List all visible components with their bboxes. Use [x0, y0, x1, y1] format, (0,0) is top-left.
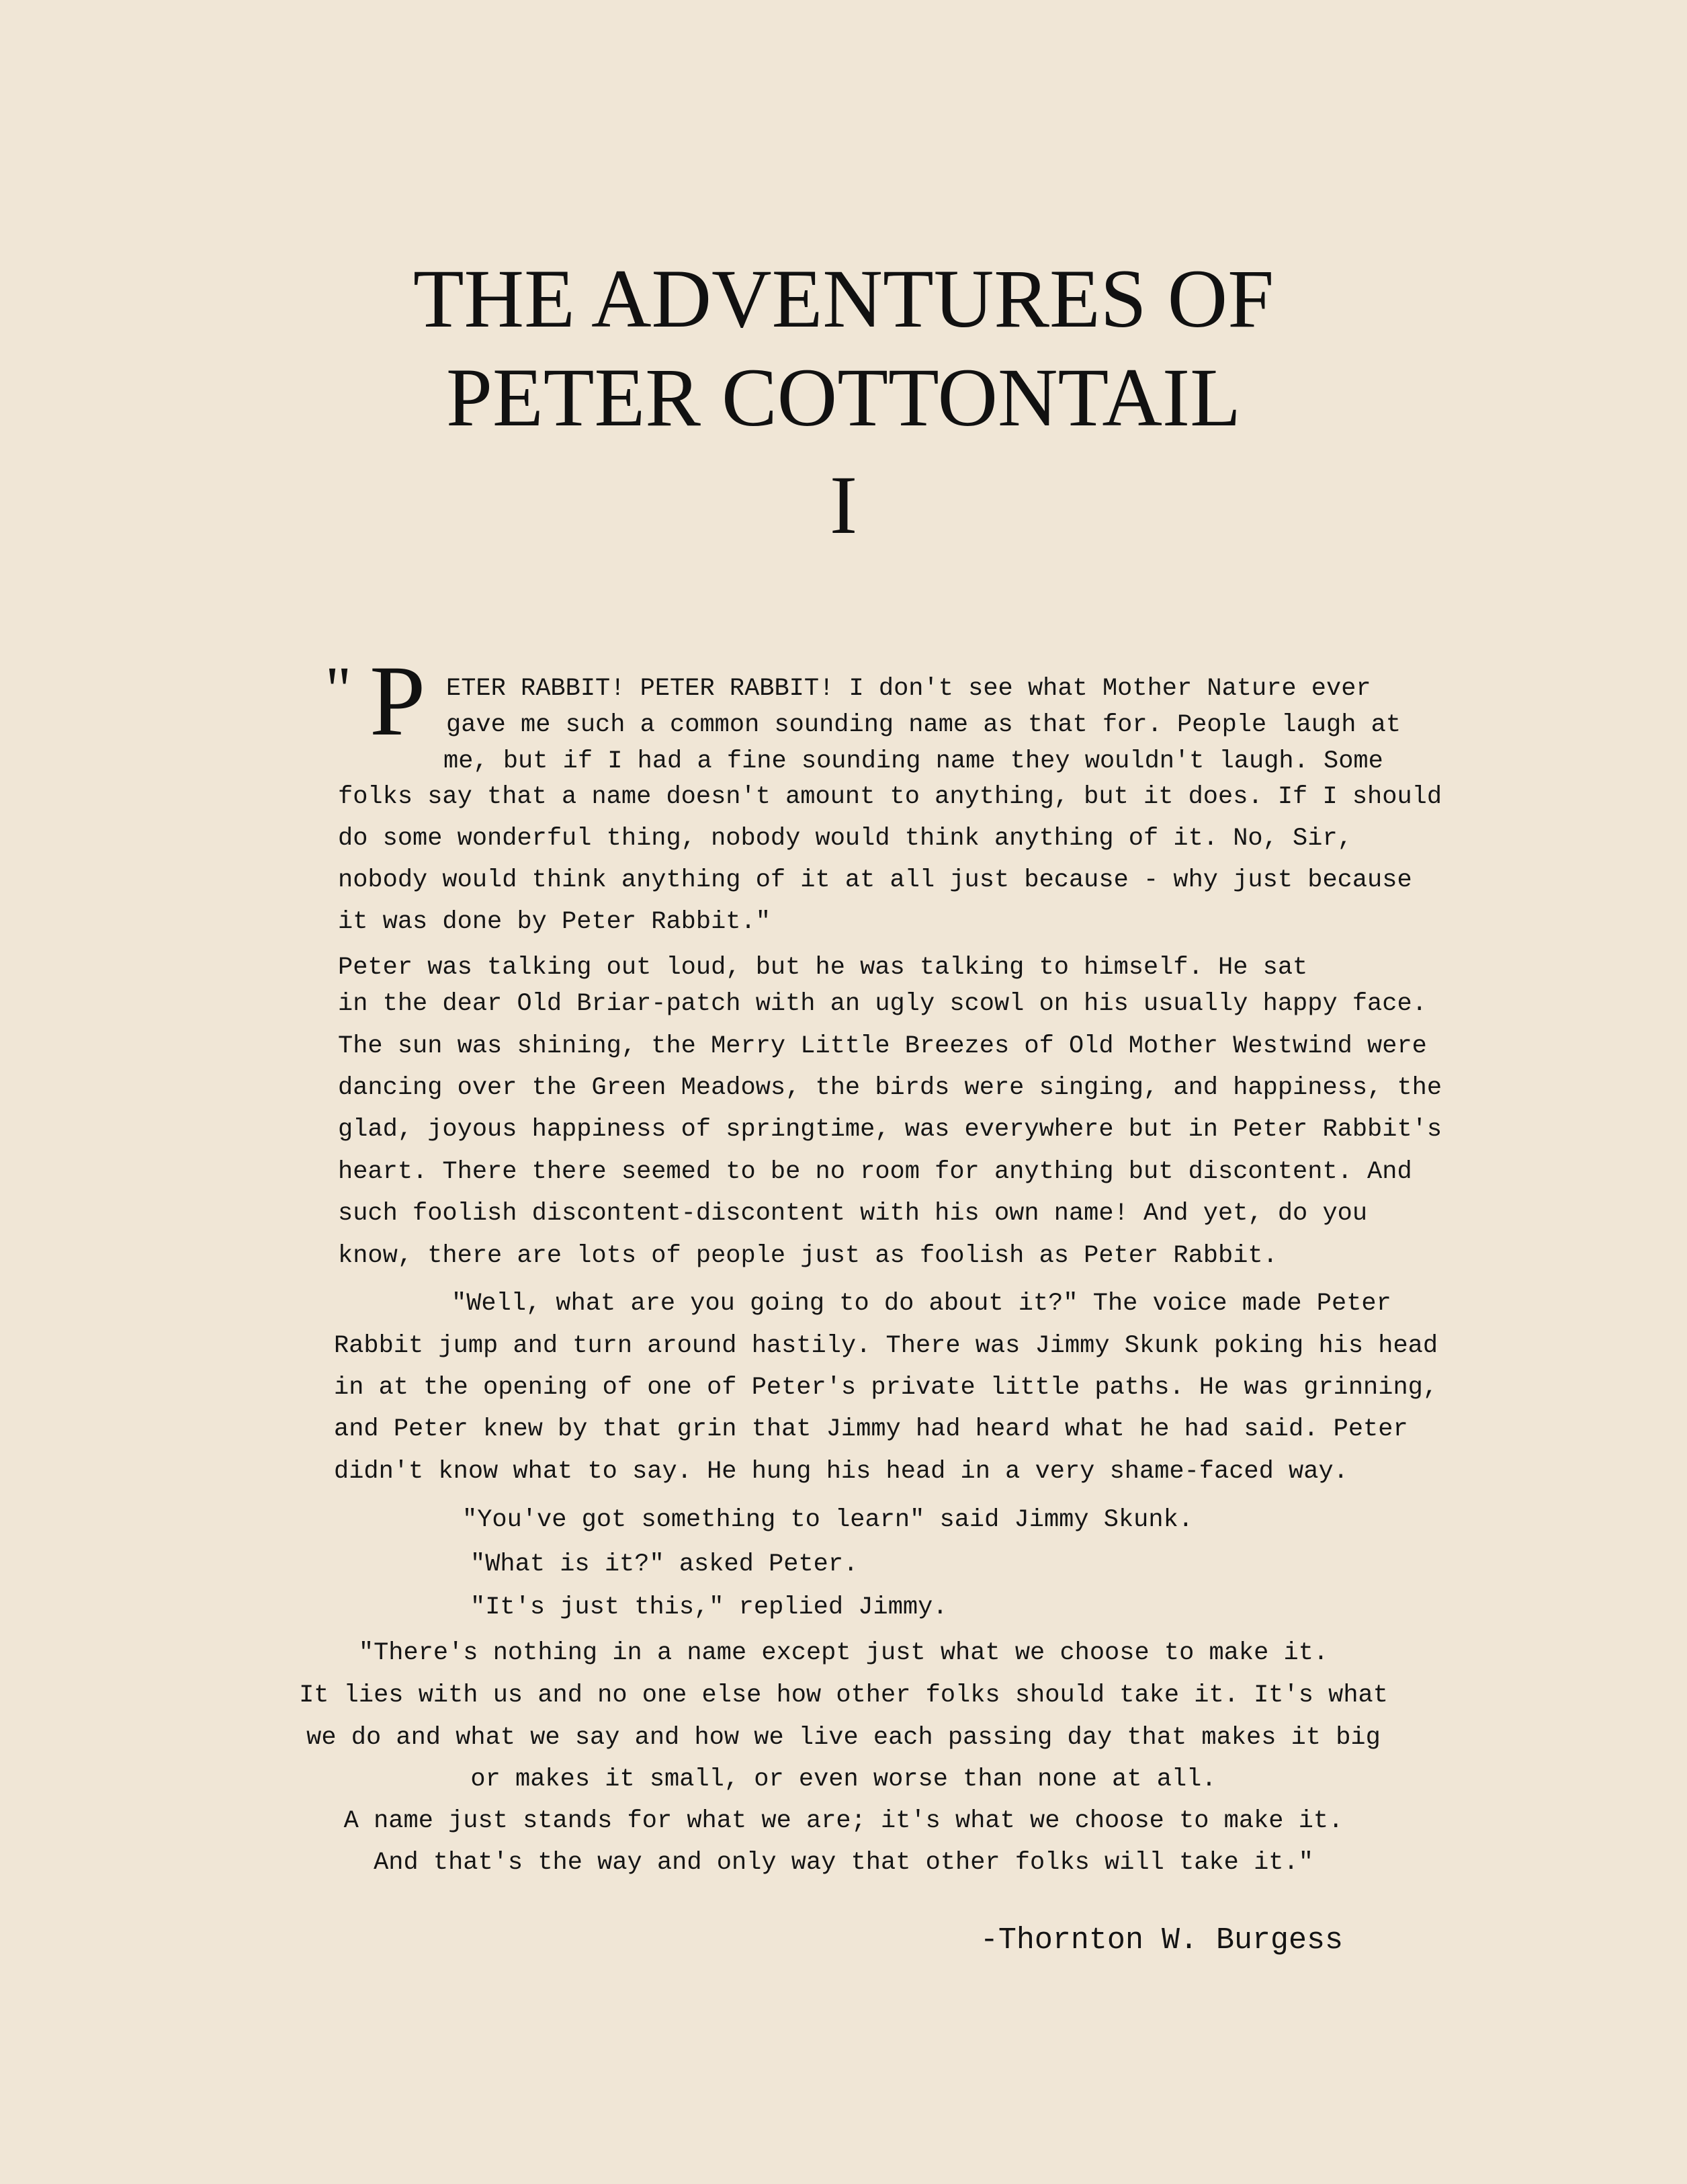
text-line: folks say that a name doesn't amount to anything, but it does. If I should — [338, 783, 1442, 811]
text-line: me, but if I had a fine sounding name they wouldn't laugh. Some — [443, 747, 1383, 775]
text-line: do some wonderful thing, nobody would think anything of it. No, Sir, — [338, 825, 1352, 853]
text-line: such foolish discontent-discontent with his own name! And yet, do you — [338, 1200, 1368, 1228]
poem-line: And that's the way and only way that other folks will take it." — [374, 1849, 1313, 1877]
text-line: in at the opening of one of Peter's private little paths. He was grinning, — [334, 1374, 1438, 1402]
text-line: in the dear Old Briar-patch with an ugly scowl on his usually happy face. — [338, 990, 1427, 1018]
text-line: Peter was talking out loud, but he was talking to himself. He sat — [338, 954, 1308, 982]
dialogue-line: "You've got something to learn" said Jimmy Skunk. — [462, 1506, 1193, 1534]
text-line: it was done by Peter Rabbit." — [338, 908, 771, 936]
poem-line: It lies with us and no one else how other folks should take it. It's what — [299, 1681, 1388, 1710]
text-line: dancing over the Green Meadows, the birds were singing, and happiness, the — [338, 1074, 1442, 1102]
text-line: nobody would think anything of it at all just because - why just because — [338, 866, 1412, 894]
author-signature: -Thornton W. Burgess — [980, 1923, 1343, 1958]
text-line: glad, joyous happiness of springtime, was everywhere but in Peter Rabbit's — [338, 1116, 1442, 1144]
text-line: and Peter knew by that grin that Jimmy had heard what he had said. Peter — [334, 1415, 1408, 1443]
dialogue-line: "It's just this," replied Jimmy. — [470, 1593, 948, 1622]
text-line: The sun was shining, the Merry Little Breezes of Old Mother Westwind were — [338, 1032, 1427, 1060]
poem-line: or makes it small, or even worse than none at all. — [470, 1765, 1217, 1794]
text-line: "Well, what are you going to do about it?" The voice made Peter — [451, 1290, 1391, 1318]
chapter-number: I — [829, 459, 858, 551]
text-line: ETER RABBIT! PETER RABBIT! I don't see what Mother Nature ever — [446, 675, 1371, 703]
text-line: heart. There there seemed to be no room for anything but discontent. And — [338, 1158, 1412, 1186]
book-title-line-2: PETER COTTONTAIL — [446, 351, 1241, 444]
text-line: Rabbit jump and turn around hastily. There was Jimmy Skunk poking his head — [334, 1332, 1438, 1360]
text-line: gave me such a common sounding name as that for. People laugh at — [446, 711, 1401, 739]
book-title-line-1: THE ADVENTURES OF — [413, 253, 1274, 345]
drop-cap: P — [370, 645, 426, 757]
dialogue-line: "What is it?" asked Peter. — [470, 1550, 859, 1579]
poem-line: we do and what we say and how we live each passing day that makes it big — [306, 1724, 1381, 1752]
poem-line: A name just stands for what we are; it's what we choose to make it. — [343, 1807, 1344, 1835]
opening-quote-mark: " — [325, 653, 352, 725]
text-line: know, there are lots of people just as foolish as Peter Rabbit. — [338, 1242, 1278, 1270]
text-line: didn't know what to say. He hung his head in a very shame-faced way. — [334, 1458, 1348, 1486]
poem-line: "There's nothing in a name except just what we choose to make it. — [358, 1639, 1329, 1667]
